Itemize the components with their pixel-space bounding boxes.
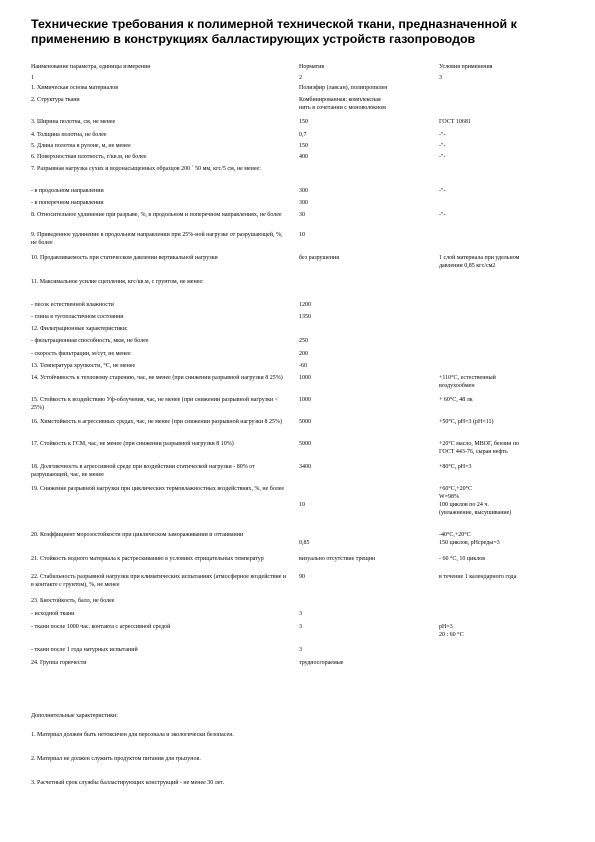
note-item: 1. Материал должен быть нетоксичен для персонала и экологически безопасен.	[31, 732, 234, 738]
conditions-line: -"-	[439, 143, 446, 149]
conditions-line: -"-	[439, 188, 446, 194]
norm-line: 2	[299, 75, 302, 81]
table-row	[31, 350, 571, 362]
norm-cell	[299, 646, 429, 654]
table-row	[31, 313, 571, 325]
conditions-cell	[439, 187, 571, 195]
parameter-cell: 23. Биостойкость, балл, не более	[31, 598, 115, 604]
conditions-line	[439, 350, 571, 358]
norm-line: 10	[299, 502, 305, 508]
table-row	[31, 418, 571, 440]
note-item: 2. Материал не должен служить продуктом питания для грызунов.	[31, 756, 201, 762]
norm-cell	[299, 485, 429, 509]
norm-cell	[299, 96, 429, 112]
parameter-cell: 13. Температура хрупкости, °С, не менее	[31, 363, 136, 369]
table-row	[31, 610, 571, 623]
norm-cell	[299, 313, 429, 321]
conditions-cell	[439, 165, 571, 173]
norm-line: 30	[299, 212, 305, 218]
table-row	[31, 374, 571, 396]
conditions-line: +20°С масло, МВОГ, бензин по	[439, 441, 520, 447]
norm-cell	[299, 597, 429, 605]
conditions-line: W=98%	[439, 494, 460, 500]
conditions-line: +60°С,+20°С	[439, 486, 473, 492]
norm-cell	[299, 199, 429, 207]
norm-cell	[299, 337, 429, 345]
norm-cell	[299, 231, 429, 239]
conditions-cell	[439, 362, 571, 370]
conditions-cell	[439, 313, 571, 321]
norm-cell	[299, 659, 429, 667]
parameter-cell: - в поперечном направлении	[31, 200, 104, 206]
note-item: 3. Расчетный срок службы балластирующих конструкций - не менее 30 лет.	[31, 780, 225, 786]
conditions-line	[439, 96, 571, 104]
parameter-cell: - ткани после 1000 час. контакта с агрессивной средой	[31, 624, 171, 630]
parameter-cell: 2. Структура ткани	[31, 97, 80, 103]
parameter-cell: 14. Устойчивость к тепловому старению, час, не менее (при снижении разрывной нагрузки 8 25%)	[31, 375, 283, 381]
norm-line: -60	[299, 363, 307, 369]
table-row	[31, 440, 571, 463]
norm-line: 3	[299, 624, 302, 630]
parameter-cell: 7. Разрывная нагрузка сухих и водонасыщенных образцов 200 ´ 50 мм, кгс/5 см, не менее:	[31, 166, 261, 172]
table-row	[31, 597, 571, 610]
conditions-cell	[439, 337, 571, 345]
conditions-line	[439, 610, 571, 618]
conditions-cell	[439, 463, 571, 471]
parameter-cell: 10. Продавливаемость при статическом давлении вертикальной нагрузки	[31, 255, 218, 261]
conditions-cell	[439, 374, 571, 390]
norm-line: визуально отсутствие трещин	[299, 556, 376, 562]
table-row	[31, 396, 571, 418]
parameter-cell: - исходной ткани	[31, 611, 75, 617]
table-row	[31, 131, 571, 142]
conditions-line: -"-	[439, 154, 446, 160]
conditions-line: 100 циклов по 24 ч.	[439, 502, 489, 508]
conditions-line: - 60 °С, 10 циклов	[439, 556, 486, 562]
conditions-line: +50°С, pН=3 (рН=11)	[439, 419, 494, 425]
norm-line: 0,85	[299, 540, 310, 546]
requirements-table	[31, 74, 571, 671]
norm-cell	[299, 142, 429, 150]
norm-cell	[299, 573, 429, 581]
parameter-cell: 16. Химстойкость в агрессивных средах, час, не менее (при снижении разрывной нагрузки 8 25%)	[31, 419, 283, 425]
parameter-cell: 18. Долговечность в агрессивной среде при воздействии статической нагрузки - 80% от разрушающей, час, не менее	[31, 464, 255, 478]
conditions-cell	[439, 199, 571, 207]
table-row	[31, 165, 571, 187]
parameter-cell: - ткани после 1 года натурных испытаний	[31, 647, 138, 653]
table-row	[31, 84, 571, 96]
parameter-cell: 1. Химическая основа материалов	[31, 85, 119, 91]
conditions-cell	[439, 211, 571, 219]
table-row	[31, 659, 571, 671]
parameter-cell: 19. Снижение разрывной нагрузки при циклических термовлажностных воздействиях, %, не более	[31, 486, 285, 492]
conditions-cell	[439, 485, 571, 517]
conditions-line	[439, 313, 571, 321]
norm-line	[299, 325, 429, 333]
conditions-cell	[439, 555, 571, 563]
table-row	[31, 646, 571, 659]
table-row	[31, 362, 571, 374]
table-row	[31, 278, 571, 301]
header-norm: Норматив	[299, 64, 325, 70]
norm-line: 1000	[299, 397, 311, 403]
conditions-line	[439, 659, 571, 667]
parameter-cell: 6. Поверхностная плотность, г/кв.м, не более	[31, 154, 147, 160]
norm-line: 90	[299, 574, 305, 580]
conditions-line	[439, 362, 571, 370]
conditions-cell	[439, 142, 571, 150]
norm-line: без разрушения	[299, 255, 339, 261]
table-header	[31, 63, 571, 73]
table-row	[31, 573, 571, 597]
notes-heading: Дополнительные характеристики:	[31, 713, 118, 719]
parameter-cell: 1	[31, 75, 34, 81]
norm-line: 1200	[299, 302, 311, 308]
conditions-cell	[439, 440, 571, 456]
norm-cell	[299, 278, 429, 286]
conditions-line: давлении 0,85 кгс/см2	[439, 263, 496, 269]
conditions-line	[439, 646, 571, 654]
conditions-cell	[439, 350, 571, 358]
norm-cell	[299, 254, 429, 262]
parameter-cell: 9. Приведенное удлинение в продольном направлении при 25%-ной нагрузке от разрушающей, %, не более	[31, 232, 283, 246]
conditions-cell	[439, 623, 571, 639]
table-row	[31, 153, 571, 165]
conditions-line	[439, 165, 571, 173]
conditions-line: pН=3	[439, 624, 453, 630]
norm-cell	[299, 211, 429, 219]
parameter-cell: 24. Группа горючести	[31, 660, 87, 666]
norm-line: 400	[299, 154, 308, 160]
parameter-cell: 21. Стойкость водного материала к растрескиванию в условиях отрицательных температур	[31, 556, 264, 562]
conditions-cell	[439, 325, 571, 333]
norm-line: 3	[299, 611, 302, 617]
norm-cell	[299, 153, 429, 161]
norm-line	[299, 278, 429, 286]
norm-cell	[299, 350, 429, 358]
parameter-cell: - в продольном направлении	[31, 188, 104, 194]
parameter-cell: 15. Стойкость к воздействию Уф-облучения, час, не менее (при снижении разрывной нагрузки < 25%)	[31, 397, 279, 411]
conditions-cell	[439, 597, 571, 605]
norm-cell	[299, 84, 429, 92]
norm-cell	[299, 531, 429, 547]
conditions-cell	[439, 301, 571, 309]
norm-line: 0,7	[299, 132, 307, 138]
document-title: Технические требования к полимерной технической ткани, предназначенной к применению в конструкциях балластирующих устройств газопроводов	[31, 17, 517, 46]
norm-cell	[299, 187, 429, 195]
conditions-cell	[439, 153, 571, 161]
table-row	[31, 118, 571, 131]
parameter-cell: 17. Стойкость к ГСМ, час, не менее (при снижении разрывной нагрузки 8 10%)	[31, 441, 234, 447]
conditions-line	[439, 84, 571, 92]
conditions-line: -"-	[439, 132, 446, 138]
norm-cell	[299, 118, 429, 126]
header-conditions: Условия применения	[439, 64, 493, 70]
table-row	[31, 531, 571, 555]
conditions-cell	[439, 646, 571, 654]
norm-cell	[299, 440, 429, 448]
conditions-cell	[439, 84, 571, 92]
parameter-cell: 3. Ширина полотна, см, не менее	[31, 119, 116, 125]
parameter-cell: - глина в тугопластичном состоянии	[31, 314, 124, 320]
conditions-cell	[439, 573, 571, 581]
parameter-cell: 12. Фильтрационные характеристики:	[31, 326, 128, 332]
norm-line: 1350	[299, 314, 311, 320]
conditions-line	[439, 337, 571, 345]
conditions-cell	[439, 278, 571, 286]
conditions-line	[439, 301, 571, 309]
conditions-cell	[439, 74, 571, 82]
table-row	[31, 96, 571, 118]
conditions-cell	[439, 531, 571, 547]
norm-cell	[299, 325, 429, 333]
table-row	[31, 254, 571, 278]
conditions-line: +110°С, естественный	[439, 375, 496, 381]
table-row	[31, 199, 571, 211]
table-row	[31, 301, 571, 313]
conditions-line: -40°С,+20°С	[439, 532, 471, 538]
conditions-cell	[439, 418, 571, 426]
table-row	[31, 555, 571, 573]
conditions-cell	[439, 659, 571, 667]
conditions-cell	[439, 396, 571, 404]
norm-cell	[299, 463, 429, 471]
conditions-line: 150 циклов, рНсреды=3	[439, 540, 500, 546]
norm-line	[299, 165, 429, 173]
conditions-line: + 60°С, 48 лк	[439, 397, 473, 403]
conditions-cell	[439, 610, 571, 618]
conditions-cell	[439, 131, 571, 139]
norm-line: 10	[299, 232, 305, 238]
conditions-line: воздухообмен	[439, 383, 475, 389]
norm-line: 5000	[299, 419, 311, 425]
conditions-line	[439, 278, 571, 286]
conditions-line	[439, 325, 571, 333]
parameter-cell: 8. Относительное удлинение при разрыве, %, в продольном и поперечном направлениях, не более	[31, 212, 282, 218]
table-row	[31, 74, 571, 84]
norm-line: 3	[299, 647, 302, 653]
conditions-cell	[439, 231, 571, 239]
norm-cell	[299, 610, 429, 618]
conditions-line	[439, 231, 571, 239]
conditions-cell	[439, 118, 571, 126]
conditions-line: -"-	[439, 212, 446, 218]
conditions-line: 1 слой материала при удельном	[439, 255, 520, 261]
conditions-line: 20 : 60 °С	[439, 632, 464, 638]
conditions-line: в течение 1 календарного года	[439, 574, 517, 580]
conditions-cell	[439, 254, 571, 270]
norm-cell	[299, 74, 429, 82]
table-row	[31, 231, 571, 254]
conditions-line	[439, 199, 571, 207]
norm-cell	[299, 374, 429, 382]
norm-cell	[299, 418, 429, 426]
parameter-cell: 5. Длина полотна в рулоне, м, не менее	[31, 143, 131, 149]
norm-line: Комбинированная: комплексная	[299, 97, 381, 103]
conditions-line: 3	[439, 75, 442, 81]
norm-line: 150	[299, 119, 308, 125]
norm-cell	[299, 555, 429, 563]
table-row	[31, 337, 571, 350]
norm-line: 150	[299, 143, 308, 149]
conditions-line: (увлажнение, высушивание)	[439, 510, 512, 516]
conditions-line: ГОСТ 443-76, сырая нефть	[439, 449, 508, 455]
parameter-cell: 11. Максимальное усилие сцепления, кгс/кв.м, с грунтом, не менее:	[31, 279, 204, 285]
parameter-cell: 4. Толщина полотна, не более	[31, 132, 107, 138]
norm-line: 5000	[299, 441, 311, 447]
conditions-line	[439, 597, 571, 605]
norm-cell	[299, 165, 429, 173]
norm-line	[299, 493, 429, 501]
norm-line: Полиэфир (лавсан), полипропилен	[299, 85, 388, 91]
norm-line: 1000	[299, 375, 311, 381]
parameter-cell: - скорость фильтрации, м/сут, не менее	[31, 351, 131, 357]
parameter-cell: 22. Стабильность разрывной нагрузки при климатических испытаниях (атмосферное воздействие и в контакте с грунтом), %, не менее	[31, 574, 287, 588]
conditions-line: +80°С, pН=3	[439, 464, 472, 470]
parameter-cell: 20. Коэффициент морозостойкости при циклическом замораживании и оттаивании	[31, 532, 244, 538]
norm-cell	[299, 396, 429, 404]
norm-line: 300	[299, 188, 308, 194]
norm-line: 300	[299, 200, 308, 206]
norm-line	[299, 531, 429, 539]
norm-cell	[299, 362, 429, 370]
norm-line: 3400	[299, 464, 311, 470]
norm-cell	[299, 131, 429, 139]
norm-line: нить в сочетании с моноволокном	[299, 105, 386, 111]
header-parameter: Наименование параметра, единицы измерения	[31, 64, 151, 70]
table-row	[31, 463, 571, 485]
parameter-cell: - фильтрационная способность, мкм, не более	[31, 338, 149, 344]
conditions-cell	[439, 96, 571, 104]
norm-line	[299, 597, 429, 605]
table-row	[31, 325, 571, 337]
parameter-cell: - песок естественной влажности	[31, 302, 114, 308]
norm-cell	[299, 301, 429, 309]
table-row	[31, 211, 571, 231]
norm-line: 250	[299, 338, 308, 344]
norm-cell	[299, 623, 429, 631]
conditions-line: ГОСТ 10681	[439, 119, 471, 125]
table-row	[31, 485, 571, 531]
norm-line: 200	[299, 351, 308, 357]
table-row	[31, 623, 571, 646]
norm-line	[299, 485, 429, 493]
norm-line: трудносгораемые	[299, 660, 344, 666]
table-row	[31, 142, 571, 153]
table-row	[31, 187, 571, 199]
